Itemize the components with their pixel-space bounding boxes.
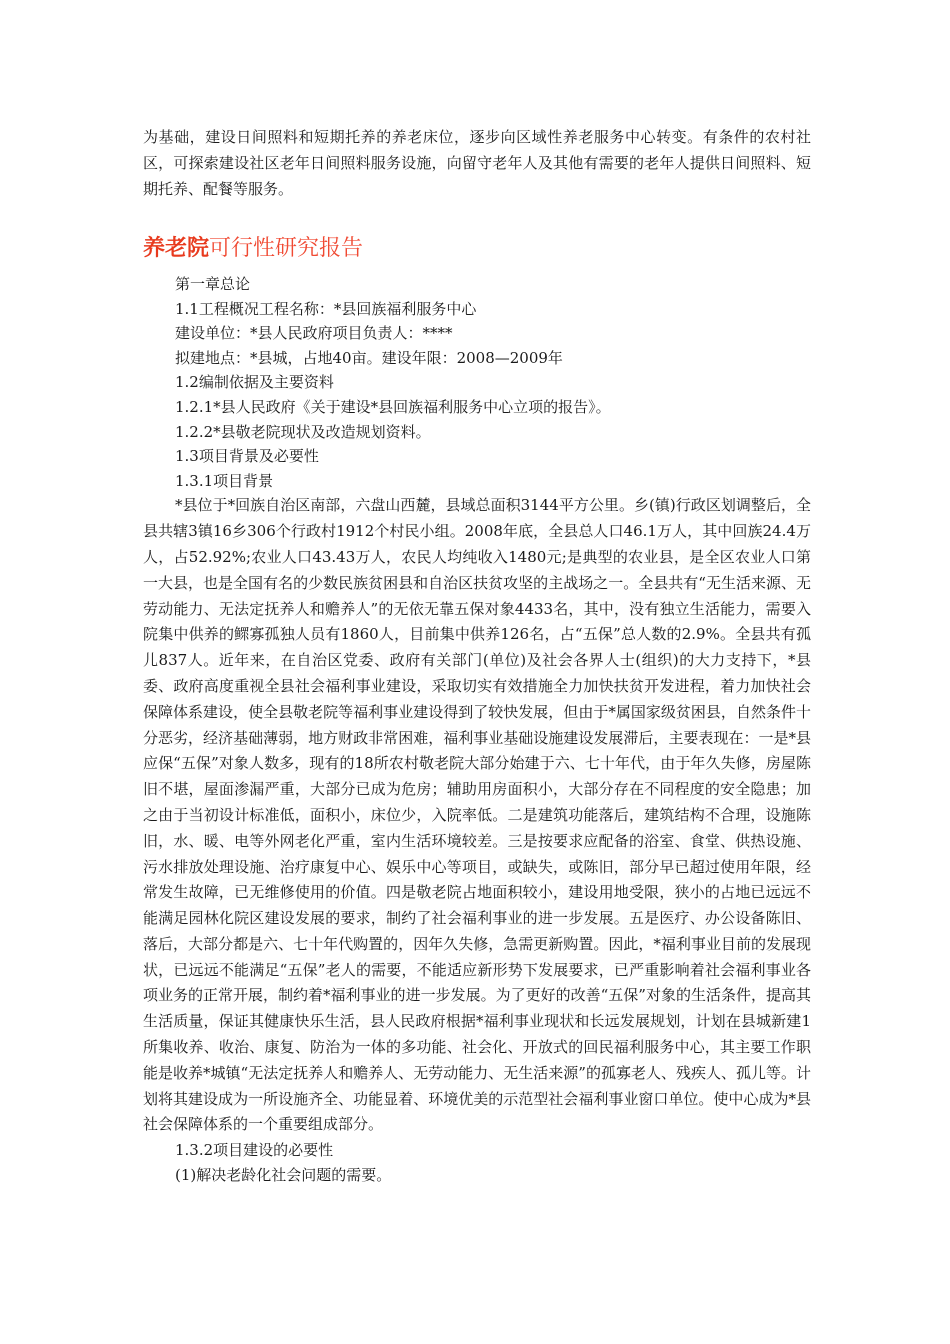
background-paragraph: *县位于*回族自治区南部，六盘山西麓，县域总面积3144平方公里。乡(镇)行政区划调整后，全县共辖3镇16乡306个行政村1912个村民小组。2008年底，全县总人口46.1万人，其中回族24.4万人，占52.92%;农业人口43.43万人，农民人均纯收入1480元;是典型的农业县，是全区农业人口第一大县，也是全国有名的少数民族贫困县和自治区扶贫攻坚的主战场之一。全县共有“无生活来源、无劳动能力、无法定抚养人和赡养人”的无依无靠五保对象4433名，其中，没有独立生活能力，需要入院集中供养的鳏寡孤独人员有1860人，目前集中供养126名，占“五保”总人数的2.9%。全县共有孤儿837人。近年来，在自治区党委、政府有关部门(单位)及社会各界人士(组织)的大力支持下，*县委、政府高度重视全县社会福利事业建设，采取切实有效措施全力加快扶贫开发进程，着力加快社会保障体系建设，使全县敬老院等福利事业建设得到了较快发展，但由于*属国家级贫困县，自然条件十分恶劣，经济基础薄弱，地方财政非常困难，福利事业基础设施建设发展滞后，主要表现在：一是*县应保“五保”对象人数多，现有的18所农村敬老院大部分始建于六、七十年代，由于年久失修，房屋陈旧不堪，屋面渗漏严重，大部分已成为危房；辅助用房面积小，大部分存在不同程度的安全隐患；加之由于当初设计标准低，面积小，床位少，入院率低。二是建筑功能落后，建筑结构不合理，设施陈旧，水、暖、电等外网老化严重，室内生活环境较差。三是按要求应配备的浴室、食堂、供热设施、污水排放处理设施、治疗康复中心、娱乐中心等项目，或缺失，或陈旧，部分早已超过使用年限，经常发生故障，已无维修使用的价值。四是敬老院占地面积较小，建设用地受限，狭小的占地已远远不能满足园林化院区建设发展的要求，制约了社会福利事业的进一步发展。五是医疗、办公设备陈旧、落后，大部分都是六、七十年代购置的，因年久失修，急需更新购置。因此，*福利事业目前的发展现状，已远远不能满足“五保”老人的需要，不能适应新形势下发展要求，已严重影响着社会福利事业各项业务的正常开展，制约着*福利事业的进一步发展。为了更好的改善“五保”对象的生活条件，提高其生活质量，保证其健康快乐生活，县人民政府根据*福利事业现状和长远发展规划，计划在县城新建1所集收养、收治、康复、防治为一体的多功能、社会化、开放式的回民福利服务中心，其主要工作职能是收养*城镇“无法定抚养人和赡养人、无劳动能力、无生活来源”的孤寡老人、残疾人、孤儿等。计划将其建设成为一所设施齐全、功能显着、环境优美的示范型社会福利事业窗口单位。使中心成为*县社会保障体系的一个重要组成部分。 [143,496,811,1134]
chapter-heading: 第一章总论 [175,275,251,293]
necessity-item-1: (1)解决老龄化社会问题的需要。 [175,1166,392,1185]
section-heading-1-2: 1.2编制依据及主要资料 [175,373,334,392]
site-line: 拟建地点：*县城，占地40亩。建设年限：2008—2009年 [175,348,563,367]
construction-unit-line: 建设单位：*县人民政府项目负责人：**** [175,324,453,343]
project-name-line: 1.1工程概况工程名称：*县回族福利服务中心 [175,299,477,318]
section-item-1-2-2: 1.2.2*县敬老院现状及改造规划资料。 [175,422,431,441]
document-title [143,232,363,266]
section-heading-1-3: 1.3项目背景及必要性 [175,447,319,466]
intro-paragraph: 为基础，建设日间照料和短期托养的养老床位，逐步向区域性养老服务中心转变。有条件的农村社区，可探索建设社区老年日间照料服务设施，向留守老年人及其他有需要的老年人提供日间照料、短期托养、配餐等服务。 [143,128,811,198]
section-item-1-2-1: 1.2.1*县人民政府《关于建设*县回族福利服务中心立项的报告》。 [175,397,611,416]
title-rest-part: 可行性研究报告 [209,236,364,261]
document-body [143,272,811,1188]
section-heading-1-3-1: 1.3.1项目背景 [175,471,274,490]
title-strong-part: 养老院 [143,236,210,261]
section-heading-1-3-2: 1.3.2项目建设的必要性 [175,1141,334,1160]
